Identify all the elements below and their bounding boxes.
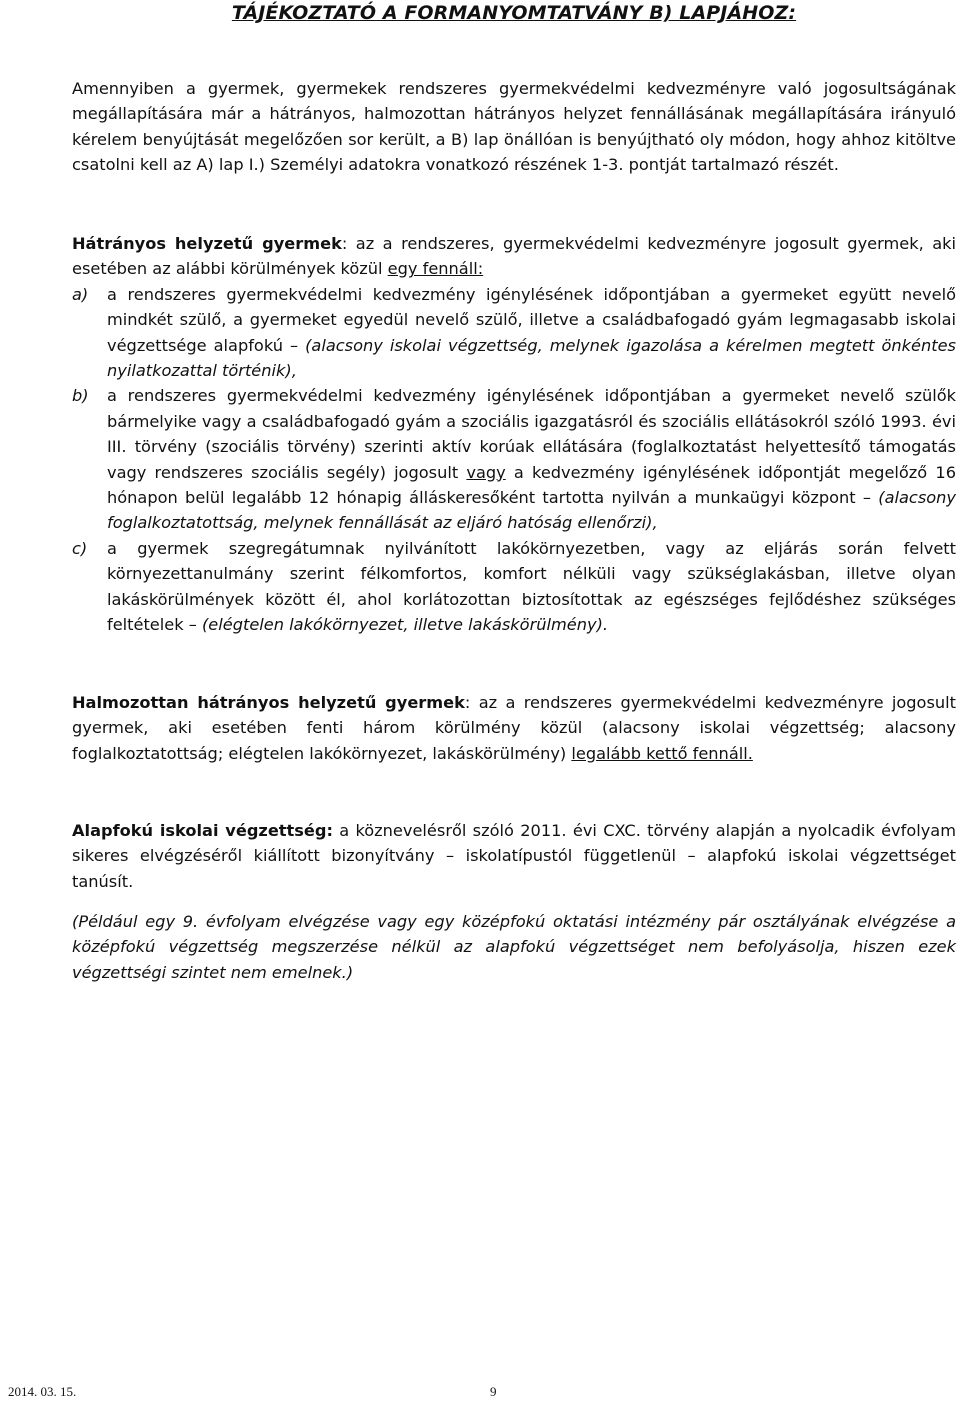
document-title: TÁJÉKOZTATÓ A FORMANYOMTATVÁNY B) LAPJÁHOZ: (231, 2, 797, 24)
intro-paragraph: Amennyiben a gyermek, gyermekek rendszeres gyermekvédelmi kedvezményre való jogosultságának megállapítására már a hátrányos, halmozottan hátrányos helyzet fennállásának megállapítására irányuló kérelem benyújtását megelőzően sor került, a B) lap önállóan is benyújtható oly módon, hogy ahhoz kitöltve csatolni kell az A) lap I.) Személyi adatokra vonatkozó részének 1-3. pontját tartalmazó részét. (72, 79, 956, 175)
hh-definition (72, 231, 956, 282)
hhh-text: : az a rendszeres gyermekvédelmi kedvezményre jogosult gyermek, aki esetében fenti három körülmény közül (alacsony iskolai végzettség; alacsony foglalkoztatottság; elégtelen lakókörnyezet, lakáskörülmény) (72, 693, 956, 763)
hh-item-a (72, 282, 956, 384)
hhh-term: Halmozottan hátrányos helyzetű gyermek (72, 693, 465, 712)
footer-date: 2014. 03. 15. (8, 1384, 77, 1399)
hh-def-underlined: egy fennáll: (387, 259, 484, 279)
example-paragraph: (Például egy 9. évfolyam elvégzése vagy egy középfokú oktatási intézmény pár osztályának elvégzése a középfokú végzettség megszerzése nélkül az alapfokú végzettséget nem befolyásolja, hiszen ezek végzettségi szintet nem emelnek.) (72, 912, 956, 982)
hh-section (72, 231, 956, 638)
item-text: a rendszeres gyermekvédelmi kedvezmény igénylésének időpontjában a gyermeket együtt nevelő mindkét szülő, a gyermeket egyedül nevelő szülő, illetve a családbafogadó gyám legmagasabb iskolai végzettsége alapfokú – (107, 284, 956, 355)
item-text: a rendszeres gyermekvédelmi kedvezmény igénylésének időpontjában a gyermeket nevelő szülők bármelyike vagy a családbafogadó gyám a szociális igazgatásról és szociális ellátásokról szóló 1993. évi III. törvény (szociális törvény) szerinti aktív korúak ellátására (foglalkoztatást helyettesítő támogatás vagy rendszeres szociális segély) jogosult (107, 386, 956, 482)
footer-page-number: 9 (490, 1384, 497, 1399)
item-label: a) (72, 284, 89, 304)
alap-term: Alapfokú iskolai végzettség: (72, 821, 333, 840)
item-label: c) (72, 538, 88, 558)
item-text: a gyermek szegregátumnak nyilvánított lakókörnyezetben, vagy az eljárás során felvett környezettanulmány szerint félkomfortos, komfort nélküli vagy szükséglakásban, illetve olyan lakáskörülmények között él, ahol korlátozottan biztosítottak az egészséges fejlődéshez szükséges feltételek – (107, 538, 956, 635)
item-italic: (alacsony iskolai végzettség, melynek igazolása a kérelmen megtett önkéntes nyilatkozattal történik), (107, 335, 956, 381)
hhh-paragraph (72, 690, 956, 766)
item-text-2: a kedvezmény igénylésének időpontját megelőző 16 hónapon belül legalább 12 hónapig álláskeresőként tartotta nyilván a munkaügyi központ – (107, 462, 956, 508)
hhh-underlined: legalább kettő fennáll. (571, 743, 753, 763)
item-underlined: vagy (466, 462, 506, 482)
hh-item-b (72, 383, 956, 535)
hh-item-c (72, 536, 956, 638)
item-label: b) (72, 386, 89, 406)
alap-paragraph (72, 818, 956, 894)
item-italic: (alacsony foglalkoztatottság, melynek fennállását az eljáró hatóság ellenőrzi), (107, 488, 956, 533)
item-italic: (elégtelen lakókörnyezet, illetve lakáskörülmény). (201, 615, 609, 635)
alap-text: a köznevelésről szóló 2011. évi CXC. törvény alapján a nyolcadik évfolyam sikeres elvégzéséről kiállított bizonyítvány – iskolatípustól függetlenül – alapfokú iskolai végzettséget tanúsít. (72, 821, 956, 891)
hh-def-text: : az a rendszeres, gyermekvédelmi kedvezményre jogosult gyermek, aki esetében az alábbi körülmények közül (72, 234, 957, 279)
hh-term: Hátrányos helyzetű gyermek (72, 234, 342, 253)
